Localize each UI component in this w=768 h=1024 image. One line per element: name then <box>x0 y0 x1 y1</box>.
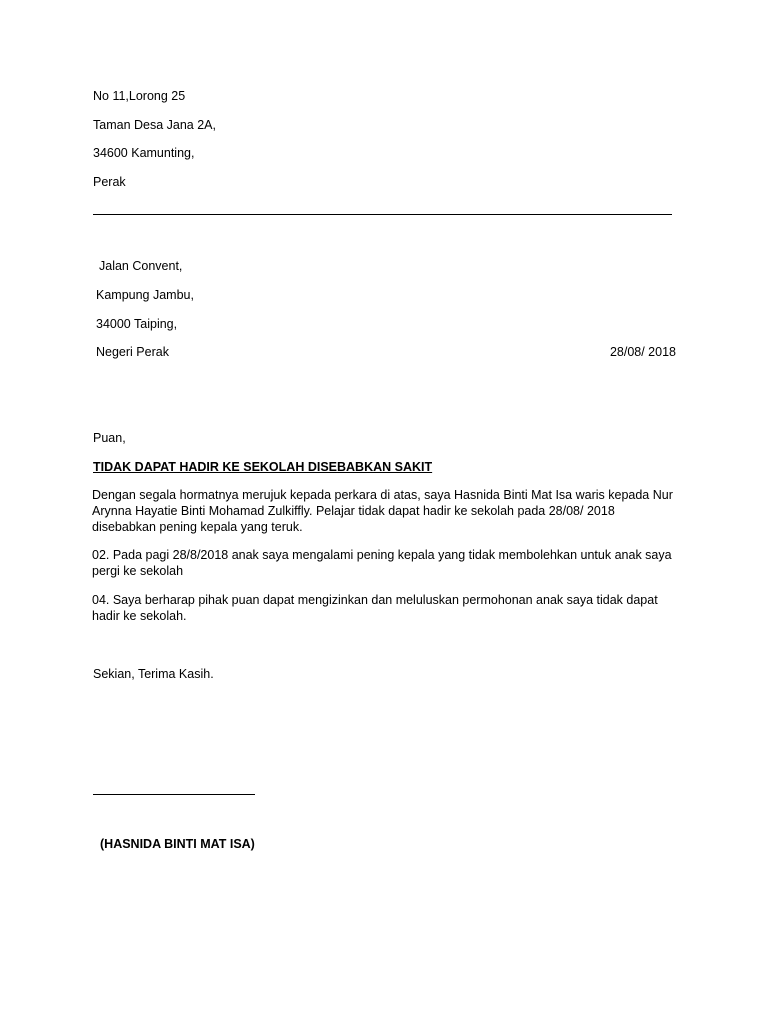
recipient-address-line-2: Kampung Jambu, <box>96 288 194 302</box>
sender-address-line-4: Perak <box>93 175 126 189</box>
sender-address-line-3: 34600 Kamunting, <box>93 146 195 160</box>
salutation: Puan, <box>93 431 126 445</box>
header-divider <box>93 214 672 215</box>
recipient-address-line-1: Jalan Convent, <box>99 259 183 273</box>
letter-subject: TIDAK DAPAT HADIR KE SEKOLAH DISEBABKAN SAKIT <box>93 460 433 474</box>
letter-date: 28/08/ 2018 <box>609 345 676 359</box>
sender-address-line-1: No 11,Lorong 25 <box>93 89 186 103</box>
body-paragraph-3: 04. Saya berharap pihak puan dapat mengizinkan dan meluluskan permohonan anak saya tidak dapat hadir ke sekolah. <box>92 593 658 623</box>
signature-line <box>93 794 255 795</box>
body-paragraph-1: Dengan segala hormatnya merujuk kepada perkara di atas, saya Hasnida Binti Mat Isa waris kepada Nur Arynna Hayatie Binti Mohamad Zulkiffly. Pelajar tidak dapat hadir ke sekolah pada 28/08/ 2018 disebabkan pening kepala yang teruk. <box>92 488 673 534</box>
sender-address-line-2: Taman Desa Jana 2A, <box>93 118 216 132</box>
recipient-address-line-4: Negeri Perak <box>96 345 169 359</box>
closing-remark: Sekian, Terima Kasih. <box>93 667 214 681</box>
signatory-name: (HASNIDA BINTI MAT ISA) <box>100 837 255 851</box>
recipient-address-line-3: 34000 Taiping, <box>96 317 178 331</box>
body-paragraph-2: 02. Pada pagi 28/8/2018 anak saya mengalami pening kepala yang tidak membolehkan untuk anak saya pergi ke sekolah <box>92 548 672 578</box>
